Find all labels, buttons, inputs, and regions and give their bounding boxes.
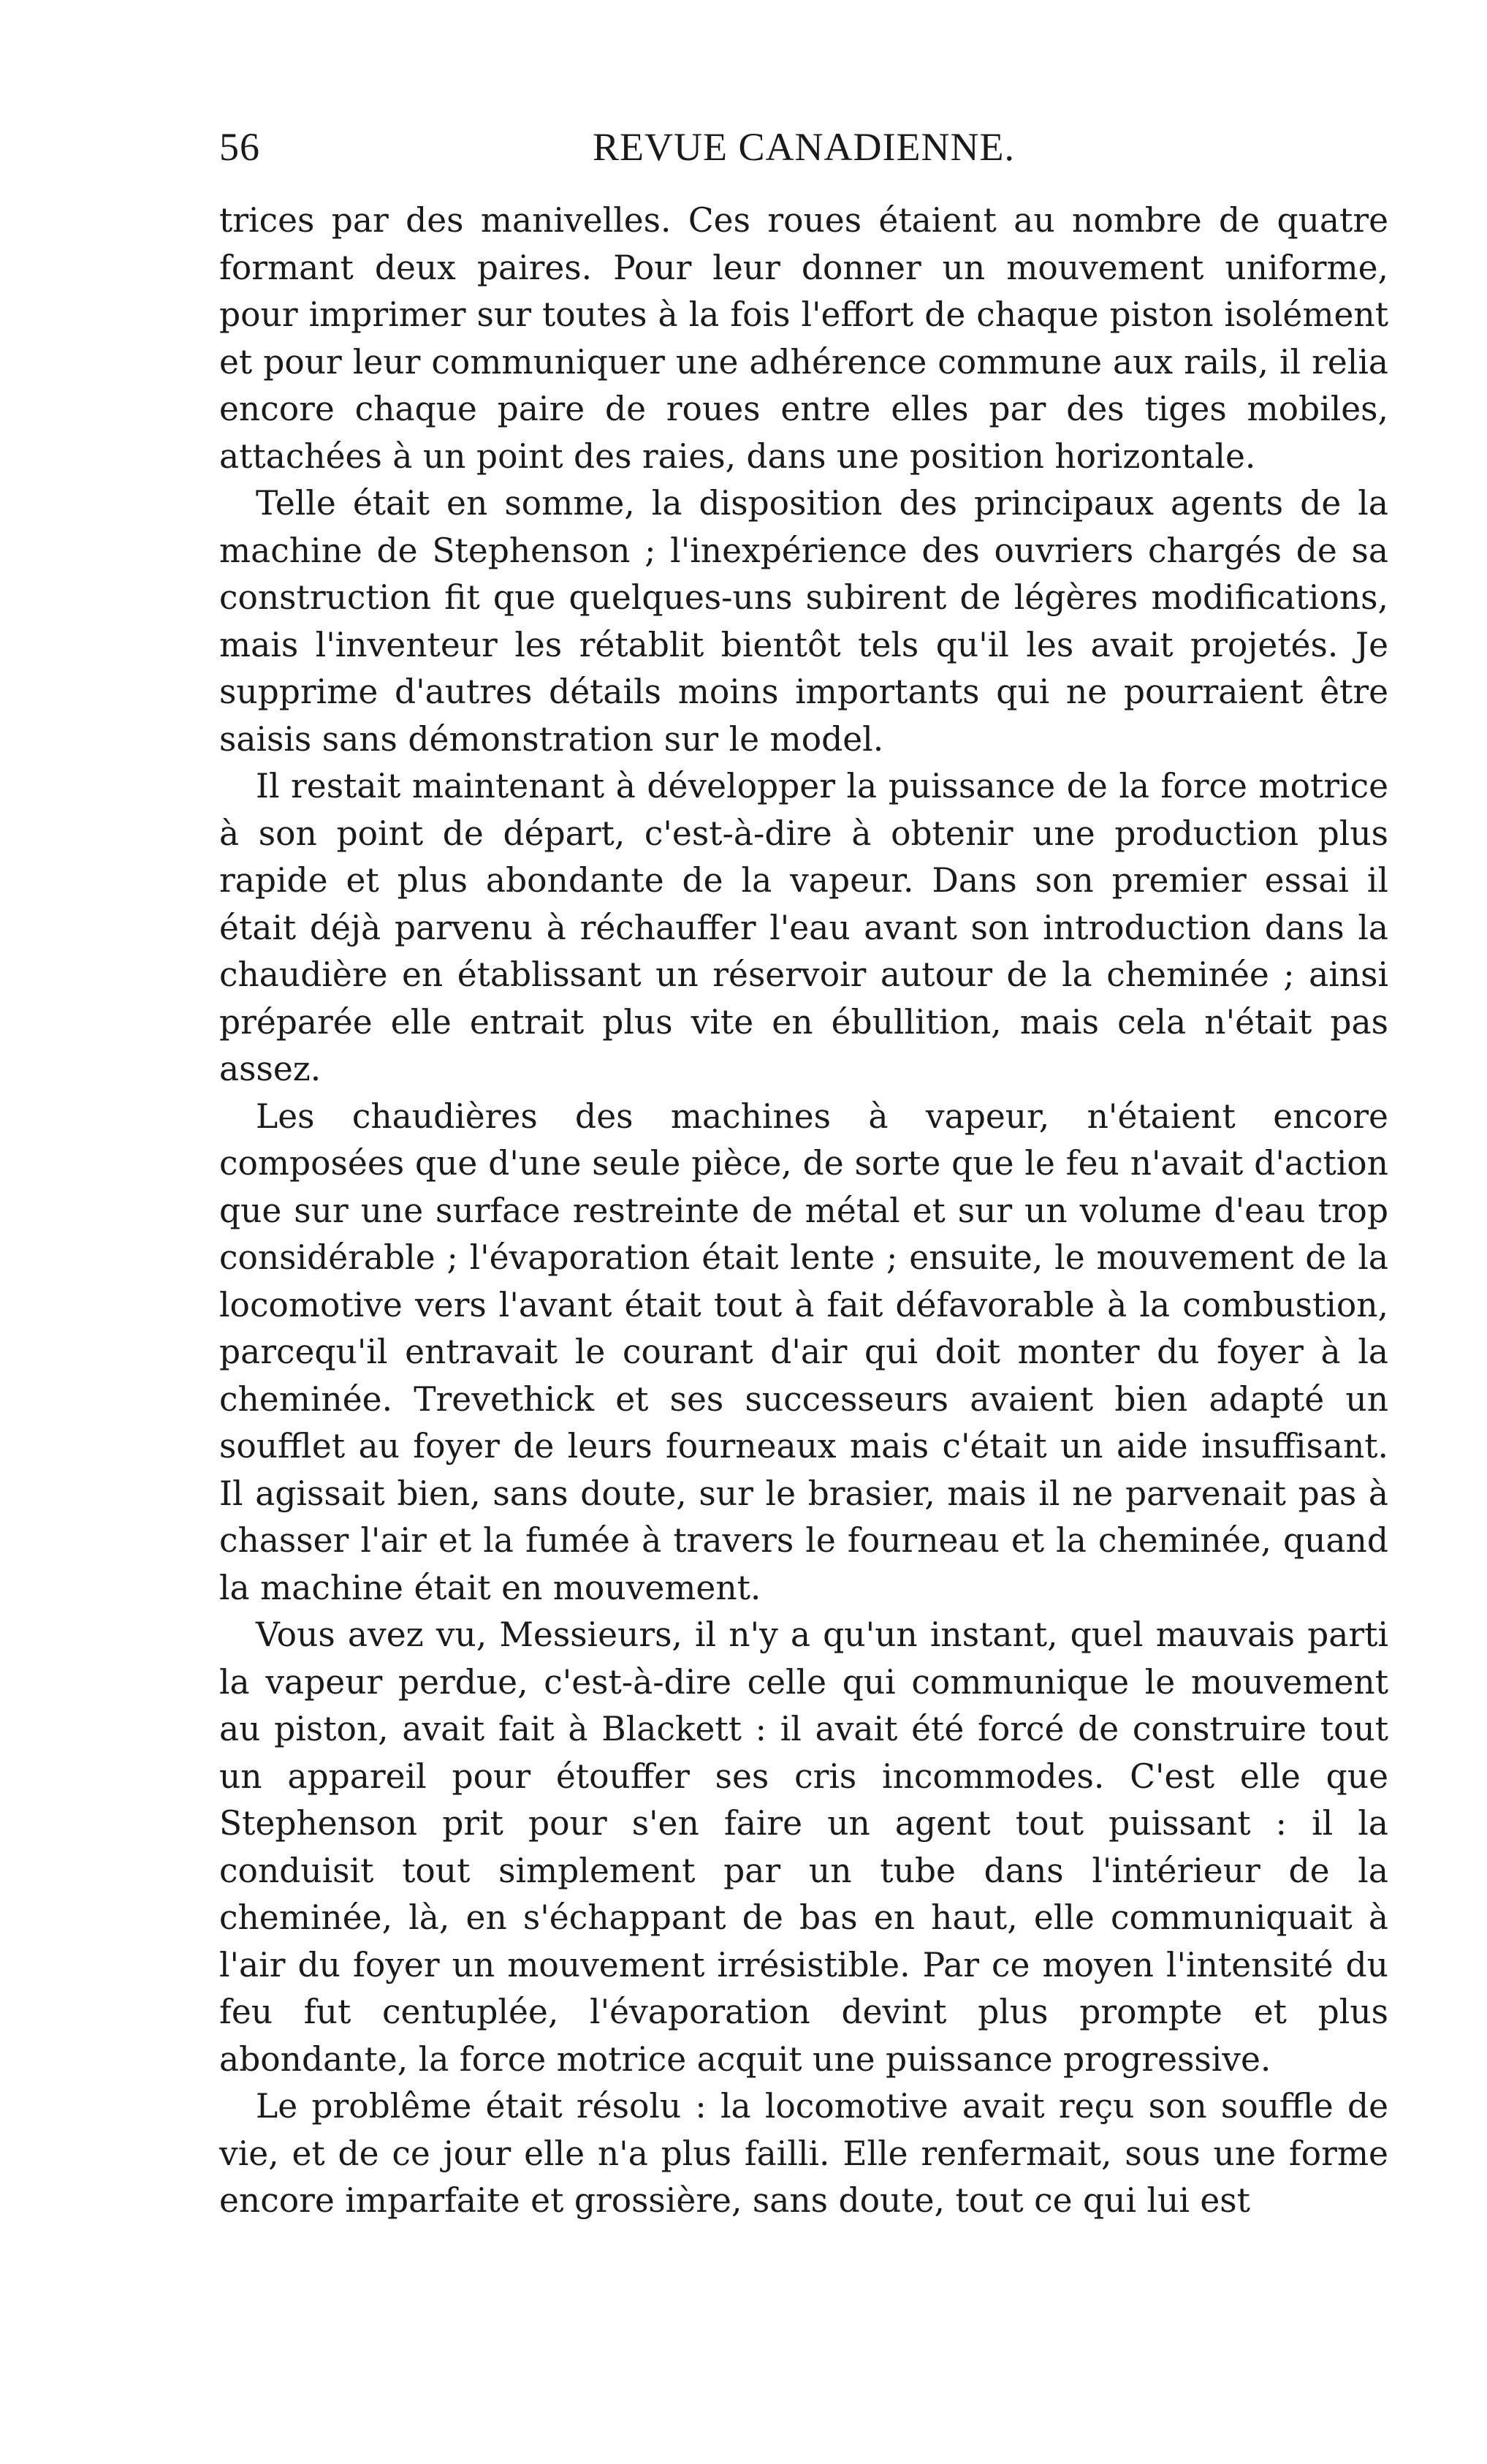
paragraph-exhaust-steam: Vous avez vu, Messieurs, il n'y a qu'un instant, quel mauvais parti la vapeur perdue, c'est-à-dire celle qui communique le mouvement au piston, avait fait à Blackett : il avait été forcé de construire tout un appareil pour étouffer ses cris incommodes. C'est elle que Stephenson prit pour s'en faire un agent tout puissant : il la conduisit tout simplement par un tube dans l'intérieur de la cheminée, là, en s'échappant de bas en haut, elle communiquait à l'air du foyer un mouvement irrésistible. Par ce moyen l'intensité du feu fut centuplée, l'évaporation devint plus prompte et plus abondante, la force motrice acquit une puissance progressive.: [219, 1615, 1388, 2079]
paragraph-boilers: Les chaudières des machines à vapeur, n'étaient encore composées que d'une seule pièce, de sorte que le feu n'avait d'action que sur une surface restreinte de métal et sur un volume d'eau trop considérable ; l'évaporation était lente ; ensuite, le mouvement de la locomotive vers l'avant était tout à fait défavorable à la combustion, parcequ'il entravait le courant d'air qui doit monter du foyer à la cheminée. Trevethick et ses successeurs avaient bien adapté un soufflet au foyer de leurs fourneaux mais c'était un aide insuffisant. Il agissait bien, sans doute, sur le brasier, mais il ne parvenait pas à chasser l'air et la fumée à travers le fourneau et la cheminée, quand la machine était en mouvement.: [219, 1096, 1388, 1607]
page-number: 56: [219, 125, 260, 169]
paragraph-stephenson-machine: Telle était en somme, la disposition des principaux agents de la machine de Stephenson ; l'inexpérience des ouvriers chargés de sa construction fit que quelques-uns subirent de légères modifications, mais l'inventeur les rétablit bientôt tels qu'il les avait projetés. Je supprime d'autres détails moins importants qui ne pourraient être saisis sans démonstration sur le model.: [219, 484, 1388, 759]
paragraph-problem-solved: Le problême était résolu : la locomotive avait reçu son souffle de vie, et de ce jour elle n'a plus failli. Elle renfermait, sous une forme encore imparfaite et grossière, sans doute, tout ce qui lui est: [219, 2087, 1388, 2220]
journal-title: REVUE CANADIENNE.: [593, 125, 1015, 169]
running-head: [219, 124, 1388, 183]
paragraph-continued: trices par des manivelles. Ces roues étaient au nombre de quatre formant deux paires. Pour leur donner un mouvement uniforme, pour imprimer sur toutes à la fois l'effort de chaque piston isolément et pour leur communiquer une adhérence commune aux rails, il relia encore chaque paire de roues entre elles par des tiges mobiles, attachées à un point des raies, dans une position horizontale.: [219, 201, 1388, 476]
paragraph-motive-force: Il restait maintenant à développer la puissance de la force motrice à son point de départ, c'est-à-dire à obtenir une production plus rapide et plus abondante de la vapeur. Dans son premier essai il était déjà parvenu à réchauffer l'eau avant son introduction dans la chaudière en établissant un réservoir autour de la cheminée ; ainsi préparée elle entrait plus vite en ébullition, mais cela n'était pas assez.: [219, 767, 1388, 1088]
body-text: [219, 197, 1388, 2225]
